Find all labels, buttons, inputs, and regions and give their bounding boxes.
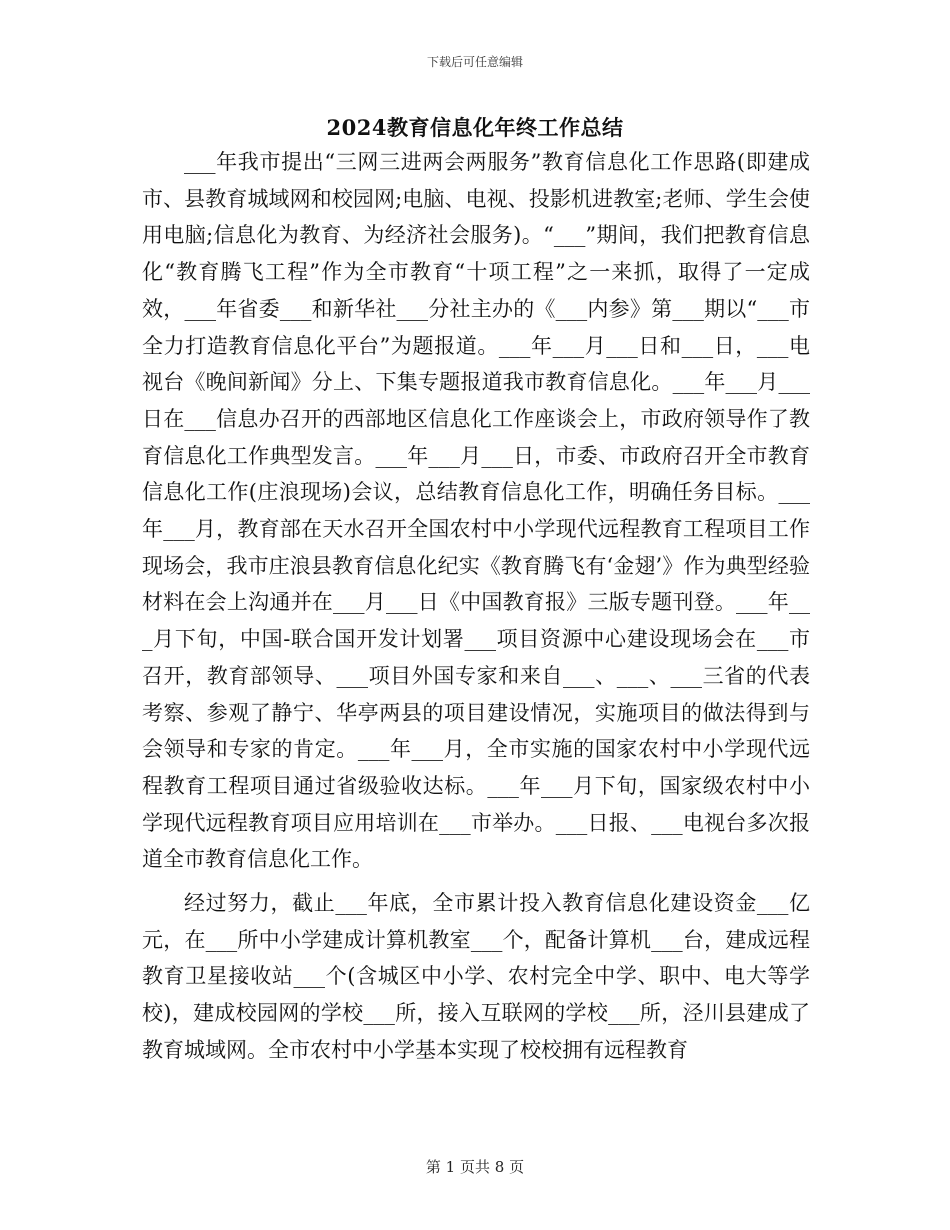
- paragraph-2: 经过努力，截止___年底，全市累计投入教育信息化建设资金___亿元，在___所中小学建成计算机教室___个，配备计算机___台，建成远程教育卫星接收站___个(含城区中小学、农村完全中学、职中、电大等学校)，建成校园网的学校___所，接入互联网的学校___所，泾川县建成了教育城域网。全市农村中小学基本实现了校校拥有远程教育: [142, 891, 810, 1062]
- paragraph-1: ___年我市提出“三网三进两会两服务”教育信息化工作思路(即建成市、县教育城域网和校园网;电脑、电视、投影机进教室;老师、学生会使用电脑;信息化为教育、为经济社会服务)。“___”期间，我们把教育信息化“教育腾飞工程”作为全市教育“十项工程”之一来抓，取得了一定成效，___年省委___和新华社___分社主办的《___内参》第___期以“___市全力打造教育信息化平台”为题报道。___年___月___日和___日，___电视台《晚间新闻》分上、下集专题报道我市教育信息化。___年___月___日在___信息办召开的西部地区信息化工作座谈会上，市政府领导作了教育信息化工作典型发言。___年___月___日，市委、市政府召开全市教育信息化工作(庄浪现场)会议，总结教育信息化工作，明确任务目标。___年___月，教育部在天水召开全国农村中小学现代远程教育工程项目工作现场会，我市庄浪县教育信息化纪实《教育腾飞有‘金翅’》作为典型经验材料在会上沟通并在___月___日《中国教育报》三版专题刊登。___年___月下旬，中国-联合国开发计划署___项目资源中心建设现场会在___市召开，教育部领导、___项目外国专家和来自___、___、___三省的代表考察、参观了静宁、华亭两县的项目建设情况，实施项目的做法得到与会领导和专家的肯定。___年___月，全市实施的国家农村中小学现代远程教育工程项目通过省级验收达标。___年___月下旬，国家级农村中小学现代远程教育项目应用培训在___市举办。___日报、___电视台多次报道全市教育信息化工作。: [142, 150, 810, 872]
- document-body: [142, 144, 810, 1069]
- page-footer: 第 1 页共 8 页: [425, 1158, 525, 1176]
- document-title: 2024教育信息化年终工作总结: [326, 115, 624, 140]
- header-note: 下载后可任意编辑: [426, 55, 523, 69]
